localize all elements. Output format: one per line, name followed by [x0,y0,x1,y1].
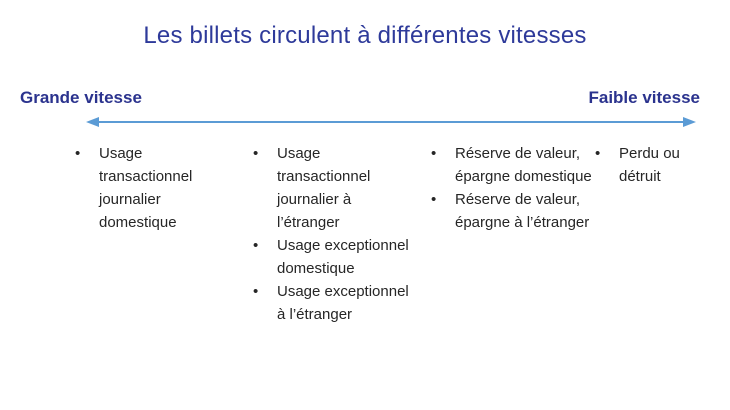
list-item: • Usage transactionnel journalier domestique [66,142,226,234]
speed-spectrum-arrow-icon [0,113,730,131]
list-item: • Usage exceptionnel à l’étranger [244,280,409,326]
bullet-column-lost-destroyed [586,142,716,188]
bullet-column-store-of-value [422,142,594,234]
high-speed-label: Grande vitesse [20,88,142,107]
bullet-column-occasional-use [244,142,409,326]
list-item: • Usage transactionnel journalier à l’étranger [244,142,409,234]
list-item: • Usage exceptionnel domestique [244,234,409,280]
low-speed-label: Faible vitesse [588,88,700,107]
bullet-column-daily-domestic [66,142,226,234]
arrow-head-right-icon [683,117,696,127]
arrow-head-left-icon [86,117,99,127]
list-item: • Réserve de valeur, épargne domestique [422,142,594,188]
slide-title: Les billets circulent à différentes vitesses [143,22,587,49]
list-item: • Perdu ou détruit [586,142,716,188]
list-item: • Réserve de valeur, épargne à l’étranger [422,188,594,234]
